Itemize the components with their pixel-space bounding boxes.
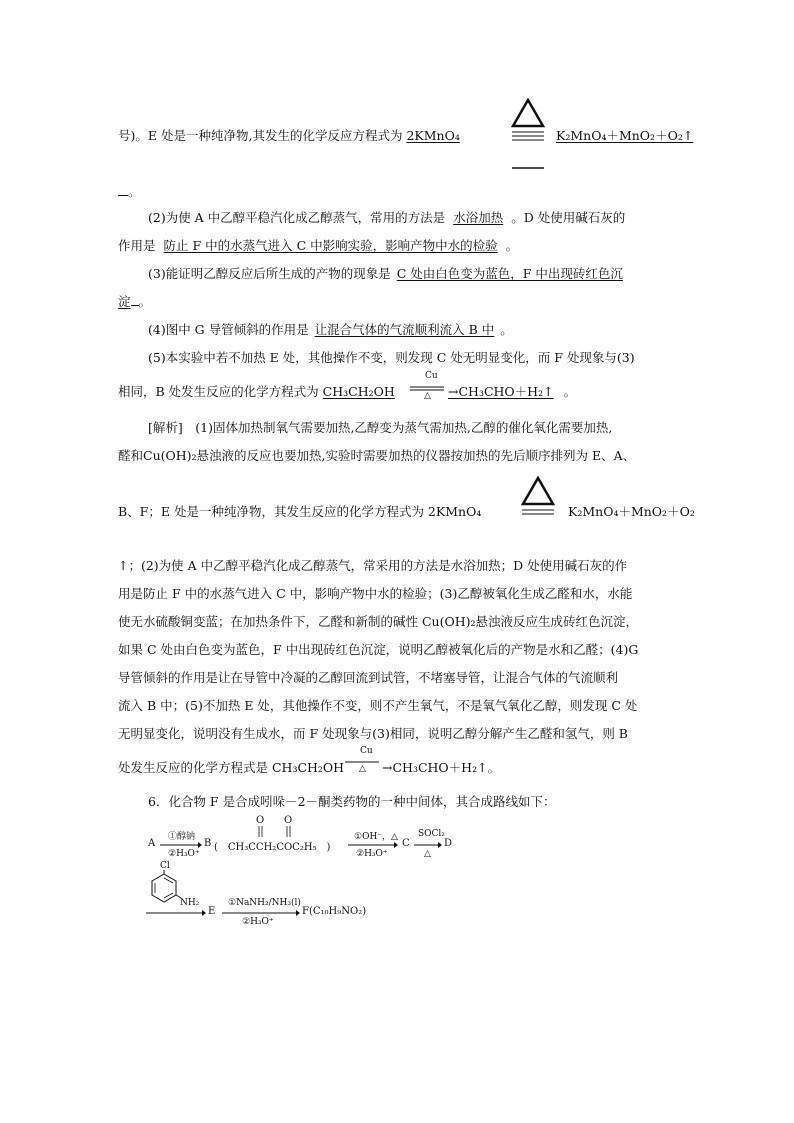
heating-triangle-symbol bbox=[510, 98, 546, 174]
cond3-top: SOCl₂ bbox=[418, 829, 445, 839]
cond1-top: ①醇钠 bbox=[168, 832, 196, 842]
analysis-line-11: 处发生反应的化学方程式是 CH₃CH₂OH bbox=[118, 760, 345, 775]
heating-triangle-symbol-2 bbox=[520, 476, 556, 528]
arrow-2 bbox=[348, 842, 398, 848]
q5-line1-answer-b: K₂MnO₄＋MnO₂＋O₂↑ bbox=[556, 128, 694, 143]
compound-E: E bbox=[208, 906, 216, 917]
carbonyl-O-2: O bbox=[284, 815, 293, 826]
q5-line1 bbox=[118, 126, 460, 144]
analysis-line-4: ↑；(2)为使 A 中乙醇平稳汽化成乙醇蒸气，常采用的方法是水浴加热；D 处使用碱石灰的作 bbox=[118, 558, 628, 573]
cu-catalyst-label: Cu bbox=[425, 371, 438, 381]
compound-C: C bbox=[402, 838, 410, 849]
amino-label: NH₂ bbox=[180, 898, 200, 908]
q5-part3: (3)能证明乙醇反应后所生成的产物的现象是 C 处由白色变为蓝色，F 中出现砖红色沉 bbox=[148, 266, 623, 281]
analysis-line-3-products: K₂MnO₄＋MnO₂＋O₂ bbox=[568, 504, 695, 519]
arrow-3 bbox=[414, 842, 442, 848]
compound-B: B bbox=[204, 838, 212, 849]
q5-part4: (4)图中 G 导管倾斜的作用是 让混合气体的气流顺利流入 B 中 。 bbox=[148, 322, 513, 337]
cu-catalyst-label-2: Cu bbox=[360, 746, 373, 756]
cond4-top: ①NaNH₂/NH₃(l) bbox=[228, 898, 301, 908]
heat-symbol-2: △ bbox=[359, 764, 366, 774]
q5-part2b: 作用是 防止 F 中的水蒸气进入 C 中影响实验，影响产物中水的检验 。 bbox=[118, 238, 519, 253]
q5-part5: (5)本实验中若不加热 E 处，其他操作不变，则发现 C 处无明显变化，而 F 处现象与(3) bbox=[148, 350, 635, 365]
analysis-line-11-products: →CH₃CHO＋H₂↑。 bbox=[382, 760, 501, 775]
q5-part5b: 相同，B 处发生反应的化学方程式为 CH₃CH₂OH bbox=[118, 384, 395, 399]
q5-line1-prefix: 号)。E 处是一种纯净物,其发生的化学反应方程式为 bbox=[118, 128, 403, 143]
chloro-label: Cl bbox=[160, 861, 170, 871]
analysis-line-6: 使无水硫酸铜变蓝；在加热条件下，乙醛和新制的碱性 Cu(OH)₂悬浊液反应生成砖红色沉淀， bbox=[118, 614, 639, 629]
chloroaniline-structure bbox=[148, 870, 182, 908]
q6-title: 6．化合物 F 是合成吲哚－2－酮类药物的一种中间体，其合成路线如下： bbox=[148, 794, 556, 809]
heat-symbol: △ bbox=[424, 391, 431, 401]
q5-part2b-answer: 防止 F 中的水蒸气进入 C 中影响实验，影响产物中水的检验 bbox=[163, 238, 498, 253]
analysis-line-3: B、F；E 处是一种纯净物，其发生反应的化学方程式为 2KMnO₄ bbox=[118, 504, 482, 519]
cond3-bot: △ bbox=[424, 849, 431, 859]
arrow-4 bbox=[146, 910, 206, 916]
compound-A: A bbox=[148, 838, 156, 849]
analysis-line-7: 如果 C 处由白色变为蓝色，F 中出现砖红色沉淀，说明乙醇被氧化后的产物是水和乙醛；(4)G bbox=[118, 642, 639, 657]
analysis-line-9: 流入 B 中；(5)不加热 E 处，其他操作不变，则不产生氧气，不是氧气氧化乙醇，则发现 C 处 bbox=[118, 698, 638, 713]
compound-B-formula: ( CH₃CCH₂COC₂H₅ ) bbox=[214, 842, 331, 853]
compound-D: D bbox=[444, 838, 453, 849]
q5-part3-answer: C 处由白色变为蓝色，F 中出现砖红色沉 bbox=[396, 266, 623, 281]
q5-part2: (2)为使 A 中乙醇平稳汽化成乙醇蒸气，常用的方法是 水浴加热 。D 处使用碱石灰的 bbox=[148, 210, 626, 225]
carbonyl-double-bonds bbox=[256, 826, 296, 838]
q5-line2: 。 bbox=[118, 182, 141, 200]
arrow-5 bbox=[222, 910, 300, 916]
arrow-1 bbox=[160, 842, 202, 848]
analysis-line-8: 导管倾斜的作用是让在导管中冷凝的乙醇回流到试管，不堵塞导管，让混合气体的气流顺利 bbox=[118, 670, 619, 685]
q5-part3b: 淀 。 bbox=[118, 294, 152, 309]
cond2-bot: ②H₃O⁺ bbox=[356, 849, 388, 859]
analysis-line-2: 醛和Cu(OH)₂悬浊液的反应也要加热,实验时需要加热的仪器按加热的先后顺序排列为 E、A、 bbox=[118, 448, 636, 463]
q5-part3b-answer: 淀 bbox=[118, 294, 131, 309]
q5-part5b-answer-b: →CH₃CHO＋H₂↑ bbox=[448, 384, 554, 399]
analysis-line-5: 用是防止 F 中的水蒸气进入 C 中，影响产物中水的检验；(3)乙醇被氧化生成乙醛和水，水能 bbox=[118, 586, 633, 601]
cond1-bot: ②H₃O⁺ bbox=[168, 849, 200, 859]
q5-part2-answer: 水浴加热 bbox=[453, 210, 504, 225]
cond4-bot: ②H₃O⁺ bbox=[242, 917, 274, 927]
carbonyl-O-1: O bbox=[256, 815, 265, 826]
q5-part5b-answer-b-wrap: →CH₃CHO＋H₂↑ 。 bbox=[448, 384, 577, 399]
analysis-line-10: 无明显变化，说明没有生成水，而 F 处现象与(3)相同，说明乙醇分解产生乙醛和氢气，则 B bbox=[118, 726, 628, 741]
q5-part5b-answer-a: CH₃CH₂OH bbox=[322, 384, 395, 399]
q5-part4-answer: 让混合气体的气流顺利流入 B 中 bbox=[314, 322, 495, 337]
cond2-top: ①OH⁻，△ bbox=[354, 832, 398, 842]
q5-line1-answer-a: 2KMnO₄ bbox=[406, 128, 460, 143]
compound-F: F(C₁₀H₉NO₂) bbox=[302, 906, 367, 917]
analysis-line-1: [解析] (1)固体加热制氧气需要加热,乙醇变为蒸气需加热,乙醇的催化氧化需要加热, bbox=[148, 420, 613, 435]
